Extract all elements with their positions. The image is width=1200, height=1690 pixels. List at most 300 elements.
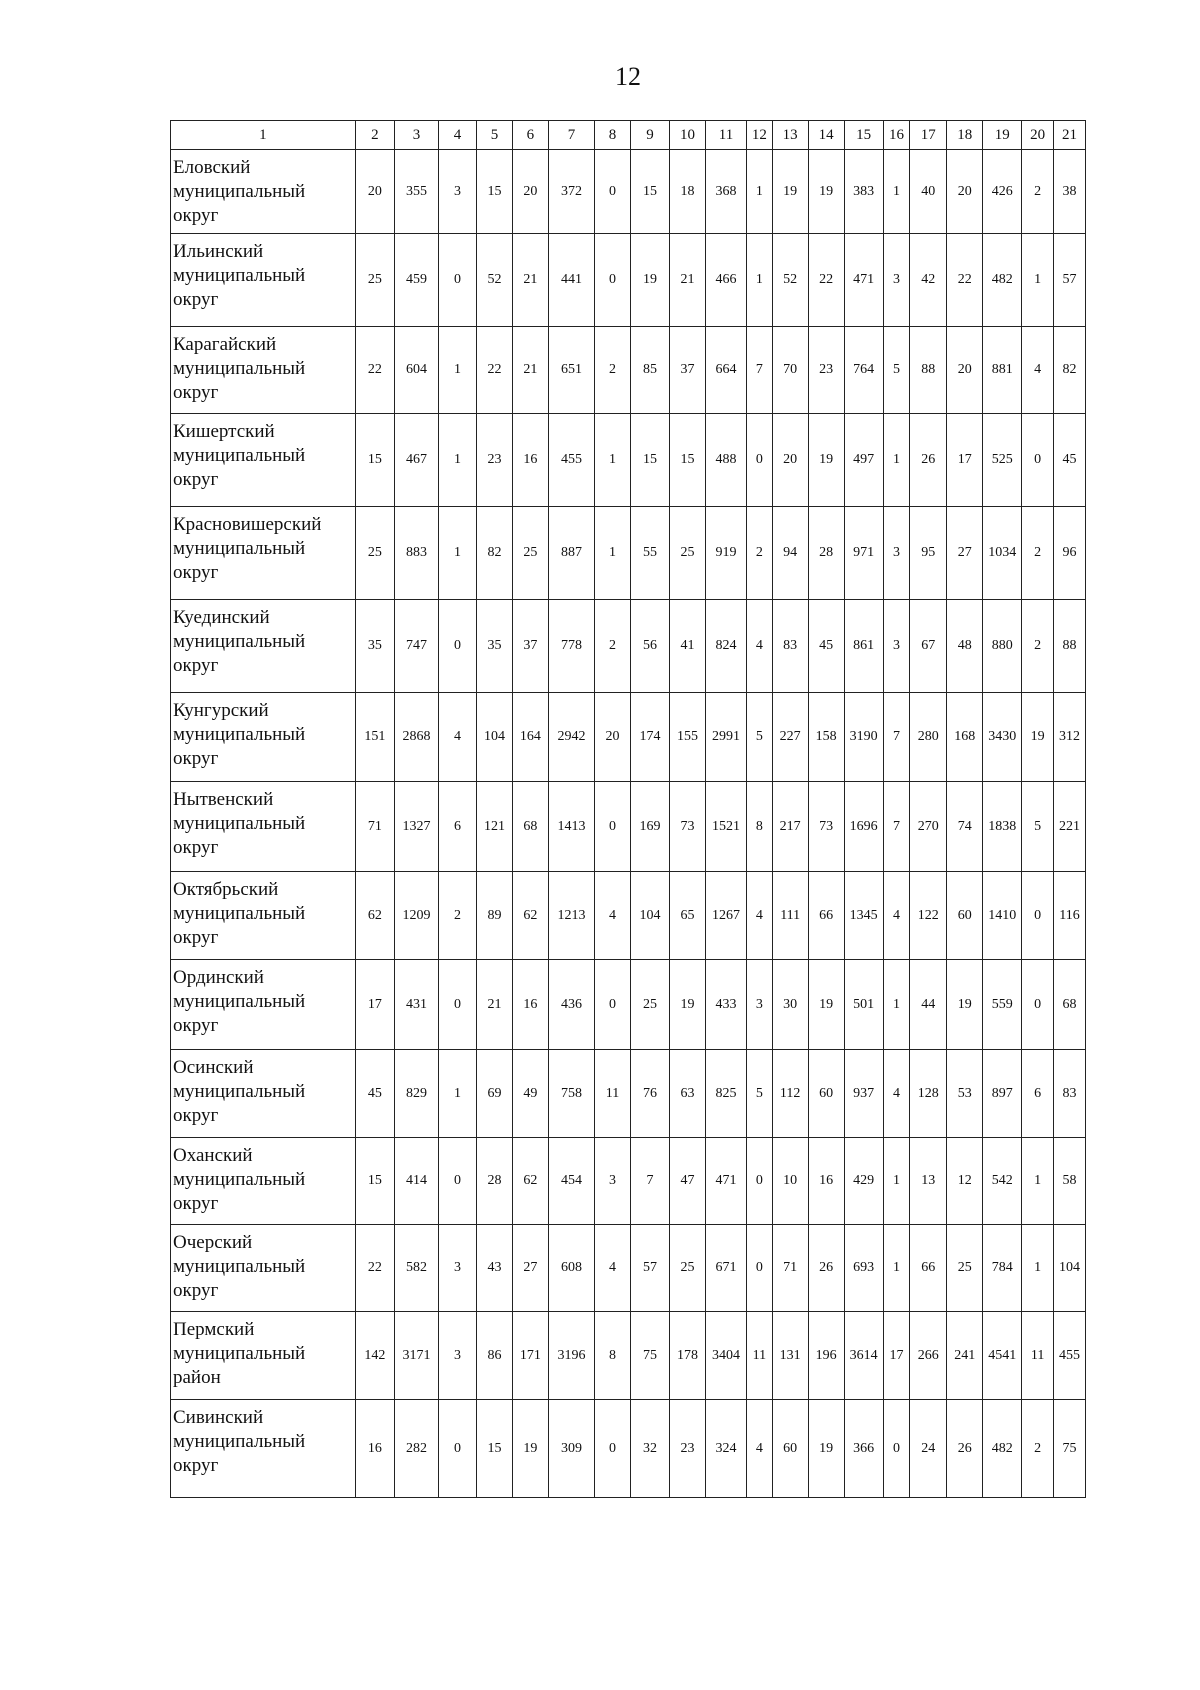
value-cell: 27 [512,1225,548,1312]
value-cell: 758 [548,1050,594,1138]
value-cell: 15 [355,414,394,507]
value-cell: 19 [808,150,844,234]
value-cell: 0 [439,600,477,693]
value-cell: 383 [844,150,883,234]
municipality-name-line: Кунгурский [173,700,269,721]
table-row [171,507,1086,600]
value-cell: 0 [747,1225,773,1312]
column-header-6: 6 [512,121,548,150]
municipality-name-line: округ [173,469,219,490]
value-cell: 56 [631,600,670,693]
value-cell: 60 [947,872,983,960]
table-row [171,150,1086,234]
value-cell: 3614 [844,1312,883,1400]
value-cell: 74 [947,782,983,872]
value-cell: 3171 [394,1312,438,1400]
value-cell: 881 [983,327,1022,414]
value-cell: 6 [439,782,477,872]
municipality-name-cell [171,1400,356,1498]
value-cell: 17 [947,414,983,507]
municipality-name-line: Куединский [173,607,270,628]
value-cell: 2 [747,507,773,600]
statistics-table [170,120,1086,1498]
table-row [171,1225,1086,1312]
value-cell: 95 [910,507,947,600]
value-cell: 324 [705,1400,746,1498]
column-header-9: 9 [631,121,670,150]
value-cell: 66 [910,1225,947,1312]
value-cell: 0 [595,234,631,327]
value-cell: 15 [477,150,513,234]
municipality-name-line: муниципальный [173,1169,306,1190]
municipality-name-line: округ [173,655,219,676]
value-cell: 35 [355,600,394,693]
value-cell: 19 [670,960,706,1050]
value-cell: 282 [394,1400,438,1498]
municipality-name-line: муниципальный [173,903,306,924]
value-cell: 1209 [394,872,438,960]
value-cell: 169 [631,782,670,872]
municipality-name-line: округ [173,1015,219,1036]
value-cell: 467 [394,414,438,507]
column-header-4: 4 [439,121,477,150]
value-cell: 3 [883,507,910,600]
value-cell: 111 [772,872,808,960]
value-cell: 455 [1054,1312,1086,1400]
municipality-name-cell [171,693,356,782]
value-cell: 168 [947,693,983,782]
value-cell: 10 [772,1138,808,1225]
table-row [171,234,1086,327]
municipality-name-line: Очерский [173,1232,253,1253]
value-cell: 1 [747,234,773,327]
table-row [171,1138,1086,1225]
value-cell: 45 [808,600,844,693]
value-cell: 454 [548,1138,594,1225]
value-cell: 112 [772,1050,808,1138]
table-row [171,1400,1086,1498]
value-cell: 15 [631,414,670,507]
value-cell: 88 [910,327,947,414]
value-cell: 497 [844,414,883,507]
value-cell: 104 [631,872,670,960]
value-cell: 2 [439,872,477,960]
value-cell: 266 [910,1312,947,1400]
value-cell: 8 [595,1312,631,1400]
column-header-8: 8 [595,121,631,150]
municipality-name-cell [171,1312,356,1400]
value-cell: 559 [983,960,1022,1050]
municipality-name-line: муниципальный [173,1256,306,1277]
value-cell: 426 [983,150,1022,234]
table-row [171,782,1086,872]
value-cell: 887 [548,507,594,600]
value-cell: 89 [477,872,513,960]
table-row [171,693,1086,782]
value-cell: 880 [983,600,1022,693]
value-cell: 73 [670,782,706,872]
value-cell: 0 [439,960,477,1050]
value-cell: 3 [747,960,773,1050]
value-cell: 21 [477,960,513,1050]
municipality-name-line: муниципальный [173,181,306,202]
value-cell: 1 [747,150,773,234]
value-cell: 1213 [548,872,594,960]
value-cell: 82 [1054,327,1086,414]
value-cell: 0 [595,960,631,1050]
value-cell: 1267 [705,872,746,960]
municipality-name-line: Кишертский [173,421,275,442]
value-cell: 0 [747,1138,773,1225]
value-cell: 86 [477,1312,513,1400]
value-cell: 1 [883,1225,910,1312]
value-cell: 60 [808,1050,844,1138]
value-cell: 664 [705,327,746,414]
value-cell: 28 [808,507,844,600]
value-cell: 459 [394,234,438,327]
value-cell: 116 [1054,872,1086,960]
municipality-name-cell [171,1138,356,1225]
value-cell: 0 [439,234,477,327]
value-cell: 15 [477,1400,513,1498]
municipality-name-cell [171,327,356,414]
value-cell: 25 [512,507,548,600]
value-cell: 355 [394,150,438,234]
municipality-name-line: округ [173,289,219,310]
value-cell: 897 [983,1050,1022,1138]
value-cell: 57 [631,1225,670,1312]
value-cell: 1 [439,414,477,507]
value-cell: 414 [394,1138,438,1225]
value-cell: 4 [747,872,773,960]
municipality-name-line: округ [173,562,219,583]
value-cell: 42 [910,234,947,327]
column-header-2: 2 [355,121,394,150]
value-cell: 482 [983,1400,1022,1498]
value-cell: 21 [512,234,548,327]
value-cell: 25 [947,1225,983,1312]
value-cell: 1 [595,507,631,600]
column-header-18: 18 [947,121,983,150]
value-cell: 1 [883,960,910,1050]
value-cell: 20 [772,414,808,507]
value-cell: 784 [983,1225,1022,1312]
value-cell: 25 [670,1225,706,1312]
value-cell: 69 [477,1050,513,1138]
value-cell: 44 [910,960,947,1050]
column-header-3: 3 [394,121,438,150]
value-cell: 19 [947,960,983,1050]
value-cell: 608 [548,1225,594,1312]
value-cell: 3 [439,150,477,234]
value-cell: 32 [631,1400,670,1498]
value-cell: 4 [1022,327,1054,414]
value-cell: 20 [512,150,548,234]
value-cell: 25 [670,507,706,600]
value-cell: 30 [772,960,808,1050]
value-cell: 131 [772,1312,808,1400]
value-cell: 482 [983,234,1022,327]
value-cell: 1413 [548,782,594,872]
municipality-name-line: Осинский [173,1057,254,1078]
value-cell: 488 [705,414,746,507]
table-row [171,414,1086,507]
value-cell: 3430 [983,693,1022,782]
value-cell: 372 [548,150,594,234]
value-cell: 971 [844,507,883,600]
value-cell: 47 [670,1138,706,1225]
value-cell: 604 [394,327,438,414]
municipality-name-line: муниципальный [173,445,306,466]
page-number: 12 [615,62,641,91]
value-cell: 436 [548,960,594,1050]
municipality-name-line: Нытвенский [173,789,274,810]
value-cell: 164 [512,693,548,782]
value-cell: 53 [947,1050,983,1138]
value-cell: 3 [439,1225,477,1312]
value-cell: 1 [1022,234,1054,327]
column-header-19: 19 [983,121,1022,150]
value-cell: 19 [631,234,670,327]
value-cell: 0 [883,1400,910,1498]
value-cell: 7 [747,327,773,414]
value-cell: 1410 [983,872,1022,960]
value-cell: 4 [883,1050,910,1138]
value-cell: 1 [439,507,477,600]
value-cell: 17 [883,1312,910,1400]
value-cell: 0 [595,782,631,872]
value-cell: 48 [947,600,983,693]
value-cell: 309 [548,1400,594,1498]
value-cell: 17 [355,960,394,1050]
value-cell: 15 [670,414,706,507]
value-cell: 8 [747,782,773,872]
value-cell: 1345 [844,872,883,960]
value-cell: 21 [512,327,548,414]
value-cell: 1 [1022,1138,1054,1225]
value-cell: 20 [355,150,394,234]
municipality-name-cell [171,1225,356,1312]
value-cell: 1 [883,414,910,507]
value-cell: 2991 [705,693,746,782]
value-cell: 825 [705,1050,746,1138]
value-cell: 937 [844,1050,883,1138]
value-cell: 45 [355,1050,394,1138]
value-cell: 11 [747,1312,773,1400]
value-cell: 15 [355,1138,394,1225]
municipality-name-line: округ [173,748,219,769]
value-cell: 0 [595,1400,631,1498]
value-cell: 217 [772,782,808,872]
municipality-name-cell [171,1050,356,1138]
value-cell: 2 [1022,150,1054,234]
value-cell: 22 [808,234,844,327]
value-cell: 52 [477,234,513,327]
value-cell: 55 [631,507,670,600]
table-row [171,960,1086,1050]
value-cell: 764 [844,327,883,414]
value-cell: 12 [947,1138,983,1225]
value-cell: 3404 [705,1312,746,1400]
value-cell: 16 [512,960,548,1050]
value-cell: 7 [631,1138,670,1225]
value-cell: 122 [910,872,947,960]
value-cell: 1838 [983,782,1022,872]
value-cell: 368 [705,150,746,234]
value-cell: 65 [670,872,706,960]
header-row [171,121,1086,150]
table-row [171,1312,1086,1400]
value-cell: 104 [1054,1225,1086,1312]
value-cell: 96 [1054,507,1086,600]
value-cell: 1521 [705,782,746,872]
value-cell: 3196 [548,1312,594,1400]
municipality-name-cell [171,600,356,693]
value-cell: 25 [355,234,394,327]
value-cell: 861 [844,600,883,693]
value-cell: 693 [844,1225,883,1312]
municipality-name-line: муниципальный [173,991,306,1012]
value-cell: 525 [983,414,1022,507]
value-cell: 26 [910,414,947,507]
municipality-name-line: округ [173,382,219,403]
value-cell: 25 [355,507,394,600]
municipality-name-line: муниципальный [173,538,306,559]
value-cell: 829 [394,1050,438,1138]
value-cell: 16 [355,1400,394,1498]
value-cell: 23 [670,1400,706,1498]
value-cell: 75 [631,1312,670,1400]
municipality-name-line: муниципальный [173,1431,306,1452]
column-header-17: 17 [910,121,947,150]
municipality-name-line: район [173,1367,221,1388]
column-header-5: 5 [477,121,513,150]
value-cell: 1034 [983,507,1022,600]
column-header-21: 21 [1054,121,1086,150]
value-cell: 40 [910,150,947,234]
value-cell: 1 [439,1050,477,1138]
value-cell: 22 [947,234,983,327]
value-cell: 1327 [394,782,438,872]
value-cell: 104 [477,693,513,782]
value-cell: 455 [548,414,594,507]
value-cell: 19 [808,960,844,1050]
value-cell: 441 [548,234,594,327]
value-cell: 221 [1054,782,1086,872]
value-cell: 88 [1054,600,1086,693]
value-cell: 0 [1022,960,1054,1050]
value-cell: 20 [947,150,983,234]
value-cell: 0 [1022,872,1054,960]
column-header-20: 20 [1022,121,1054,150]
value-cell: 3190 [844,693,883,782]
value-cell: 3 [883,234,910,327]
value-cell: 20 [595,693,631,782]
value-cell: 20 [947,327,983,414]
value-cell: 4 [595,872,631,960]
value-cell: 35 [477,600,513,693]
value-cell: 13 [910,1138,947,1225]
municipality-name-line: муниципальный [173,358,306,379]
value-cell: 466 [705,234,746,327]
value-cell: 19 [512,1400,548,1498]
value-cell: 37 [512,600,548,693]
value-cell: 151 [355,693,394,782]
value-cell: 7 [883,782,910,872]
table-row [171,600,1086,693]
value-cell: 280 [910,693,947,782]
value-cell: 1 [883,150,910,234]
value-cell: 5 [747,1050,773,1138]
column-header-1: 1 [171,121,356,150]
value-cell: 83 [772,600,808,693]
value-cell: 45 [1054,414,1086,507]
municipality-name-cell [171,782,356,872]
value-cell: 227 [772,693,808,782]
value-cell: 41 [670,600,706,693]
table-row [171,327,1086,414]
value-cell: 71 [355,782,394,872]
value-cell: 19 [808,414,844,507]
municipality-name-line: округ [173,1455,219,1476]
value-cell: 178 [670,1312,706,1400]
value-cell: 19 [808,1400,844,1498]
value-cell: 67 [910,600,947,693]
value-cell: 778 [548,600,594,693]
value-cell: 11 [595,1050,631,1138]
municipality-name-line: Еловский [173,157,251,178]
value-cell: 1 [1022,1225,1054,1312]
value-cell: 3 [439,1312,477,1400]
value-cell: 2 [1022,600,1054,693]
value-cell: 73 [808,782,844,872]
value-cell: 25 [631,960,670,1050]
value-cell: 270 [910,782,947,872]
municipality-name-cell [171,150,356,234]
municipality-name-line: муниципальный [173,631,306,652]
value-cell: 24 [910,1400,947,1498]
value-cell: 1 [595,414,631,507]
value-cell: 471 [705,1138,746,1225]
value-cell: 3 [595,1138,631,1225]
value-cell: 0 [747,414,773,507]
table-row [171,872,1086,960]
value-cell: 22 [355,1225,394,1312]
municipality-name-line: Пермский [173,1319,255,1340]
value-cell: 651 [548,327,594,414]
value-cell: 2868 [394,693,438,782]
value-cell: 0 [1022,414,1054,507]
value-cell: 22 [355,327,394,414]
municipality-name-cell [171,507,356,600]
value-cell: 128 [910,1050,947,1138]
value-cell: 49 [512,1050,548,1138]
value-cell: 1 [439,327,477,414]
value-cell: 21 [670,234,706,327]
municipality-name-line: округ [173,1193,219,1214]
value-cell: 4 [439,693,477,782]
value-cell: 60 [772,1400,808,1498]
table-row [171,1050,1086,1138]
value-cell: 94 [772,507,808,600]
value-cell: 5 [1022,782,1054,872]
municipality-name-line: округ [173,1105,219,1126]
column-header-14: 14 [808,121,844,150]
value-cell: 5 [883,327,910,414]
column-header-7: 7 [548,121,594,150]
value-cell: 26 [808,1225,844,1312]
value-cell: 4 [747,600,773,693]
